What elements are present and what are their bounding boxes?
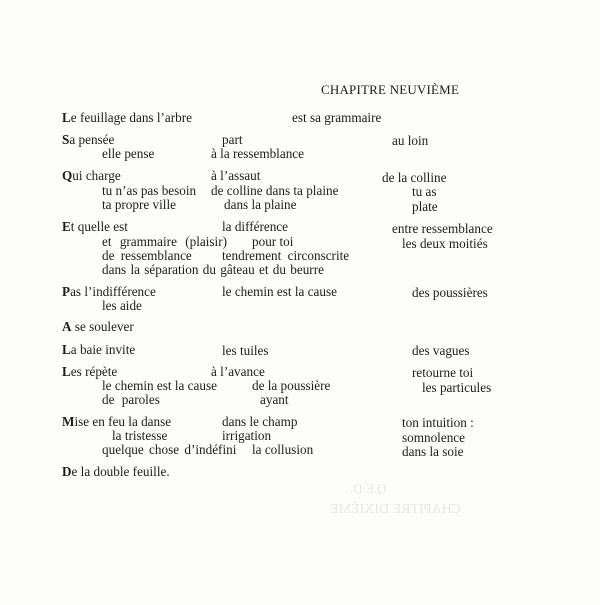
poem-line-col3: est sa grammaire <box>292 110 382 125</box>
poem-line-col3: les particules <box>422 380 492 395</box>
poem-line-col2: part <box>222 132 243 147</box>
line-text: ise en feu la danse <box>74 414 172 429</box>
poem-line-col1: tu n’as pas besoin <box>102 183 197 198</box>
initial-letter: P <box>62 284 71 299</box>
poem-line-col1: ta propre ville <box>102 197 176 212</box>
poem-line-col3: de la colline <box>382 170 447 185</box>
line-text: se soulever <box>71 319 134 334</box>
line-text: e feuillage dans l’arbre <box>70 110 192 125</box>
poem-line <box>62 464 170 480</box>
poem-line-col2: le chemin est la cause <box>222 284 337 299</box>
initial-letter: L <box>62 364 71 379</box>
poem-line-col1: les aide <box>102 298 142 313</box>
poem-line-col3: des poussières <box>412 285 488 300</box>
poem-line-col2: la différence <box>222 219 289 234</box>
initial-letter: Q <box>62 168 73 183</box>
poem-line-col3: au loin <box>392 133 429 148</box>
line-text: e la double feuille. <box>71 464 170 479</box>
initial-letter: L <box>62 342 71 357</box>
poem-line-col3: ton intuition : <box>402 415 474 430</box>
initial-letter: M <box>62 414 75 429</box>
poem-line-col2: la collusion <box>252 442 314 457</box>
poem-line-col2: à l’avance <box>211 364 265 379</box>
poem-line-col3: plate <box>412 199 438 214</box>
poem-line <box>62 110 192 126</box>
poem-line-col2: à la ressemblance <box>211 146 304 161</box>
poem-line-col2: de la poussière <box>252 378 331 393</box>
bleed-through-title: CHAPITRE DIXIÈME <box>330 502 462 517</box>
poem-line-col1: le chemin est la cause <box>102 378 217 393</box>
poem-line-col2: à l’assaut <box>211 168 261 183</box>
initial-letter: L <box>62 110 71 125</box>
poem-line-col1: la tristesse <box>112 428 168 443</box>
poem-line-col3: entre ressemblance <box>392 221 493 236</box>
poem-line-col2: de colline dans ta plaine <box>211 183 339 198</box>
poem-line-col2: dans la plaine <box>224 197 297 212</box>
poem-line-col2: les tuiles <box>222 343 269 358</box>
bleed-through-qed: Q.E.D. <box>350 481 387 496</box>
poem-line-col3: somnolence <box>402 430 465 445</box>
poem-line-col2: tendrement circonscrite <box>222 248 350 263</box>
poem-line-col1: elle pense <box>102 146 155 161</box>
poem-line <box>62 219 128 235</box>
poem-line-col3: des vagues <box>412 343 470 358</box>
line-text: as l’indifférence <box>70 284 156 299</box>
poem-line-col1: et grammaire (plaisir) <box>102 234 227 249</box>
line-text: t quelle est <box>70 219 128 234</box>
initial-letter: E <box>62 219 71 234</box>
chapter-title: CHAPITRE NEUVIÈME <box>321 82 460 97</box>
poem-line-col2: ayant <box>260 392 289 407</box>
poem-line-col1: de paroles <box>102 392 160 407</box>
poem-line-col1: dans la séparation du gâteau et du beurre <box>102 262 324 277</box>
poem-line-col2: irrigation <box>222 428 272 443</box>
initial-letter: D <box>62 464 72 479</box>
line-text: a pensée <box>69 132 115 147</box>
poem-line-col1: quelque chose d’indéfini <box>102 442 237 457</box>
line-text: a baie invite <box>70 342 136 357</box>
poem-line-col2: dans le champ <box>222 414 298 429</box>
poem-line <box>62 319 134 335</box>
line-text: es répète <box>70 364 118 379</box>
poem-line-col3: tu as <box>412 184 437 199</box>
poem-line-col3: les deux moitiés <box>402 236 488 251</box>
poem-line-col1: de ressemblance <box>102 248 192 263</box>
poem-line <box>62 168 121 184</box>
poem-line-col2: pour toi <box>252 234 294 249</box>
initial-letter: A <box>62 319 72 334</box>
initial-letter: S <box>62 132 70 147</box>
poem-line-col3: dans la soie <box>402 444 464 459</box>
poem-line-col3: retourne toi <box>412 365 474 380</box>
line-text: ui charge <box>72 168 121 183</box>
poem-line <box>62 342 135 358</box>
